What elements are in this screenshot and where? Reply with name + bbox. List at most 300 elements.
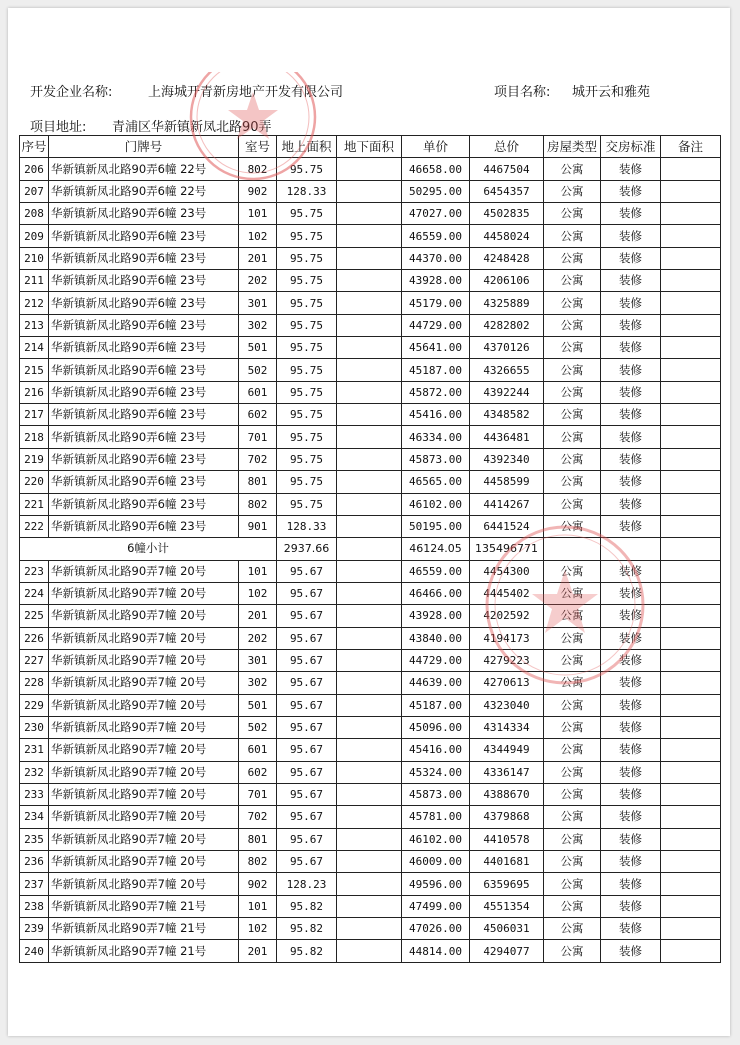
cell-door: 华新镇新凤北路90弄6幢 23号	[49, 203, 239, 225]
cell-remarks	[661, 247, 721, 269]
cell-room: 802	[239, 851, 277, 873]
table-row	[20, 918, 721, 940]
cell-unit-price: 45416.00	[402, 739, 470, 761]
cell-room: 602	[239, 761, 277, 783]
cell-remarks	[661, 761, 721, 783]
cell-unit-price: 43928.00	[402, 605, 470, 627]
cell-no: 217	[20, 404, 49, 426]
cell-no: 230	[20, 716, 49, 738]
cell-total-price: 4370126	[470, 337, 544, 359]
cell-door: 华新镇新凤北路90弄6幢 23号	[49, 426, 239, 448]
cell-no: 220	[20, 471, 49, 493]
cell-above-area: 95.67	[277, 560, 337, 582]
cell-total-price: 4502835	[470, 203, 544, 225]
cell-room: 102	[239, 225, 277, 247]
cell-remarks	[661, 493, 721, 515]
cell-remarks	[661, 404, 721, 426]
cell-room: 702	[239, 448, 277, 470]
cell-total-price: 4436481	[470, 426, 544, 448]
cell-door: 华新镇新凤北路90弄7幢 20号	[49, 649, 239, 671]
cell-total-price: 4388670	[470, 783, 544, 805]
cell-house-type: 公寓	[544, 672, 601, 694]
cell-below-area	[337, 627, 402, 649]
cell-below-area	[337, 806, 402, 828]
cell-room: 302	[239, 672, 277, 694]
cell-delivery-standard: 装修	[601, 225, 661, 247]
cell-above-area: 95.75	[277, 337, 337, 359]
cell-no: 207	[20, 180, 49, 202]
cell-remarks	[661, 672, 721, 694]
cell-house-type: 公寓	[544, 806, 601, 828]
cell-delivery-standard: 装修	[601, 381, 661, 403]
cell-unit-price: 49596.00	[402, 873, 470, 895]
cell-house-type: 公寓	[544, 247, 601, 269]
cell-no: 233	[20, 783, 49, 805]
cell-total-price: 4248428	[470, 247, 544, 269]
col-header-delivery-standard: 交房标准	[601, 136, 661, 158]
cell-above-area: 95.75	[277, 404, 337, 426]
table-header-row	[20, 136, 721, 158]
cell-house-type: 公寓	[544, 918, 601, 940]
cell-delivery-standard: 装修	[601, 582, 661, 604]
cell-unit-price: 45641.00	[402, 337, 470, 359]
cell-house-type: 公寓	[544, 381, 601, 403]
cell-remarks	[661, 806, 721, 828]
cell-house-type: 公寓	[544, 940, 601, 962]
cell-below-area	[337, 426, 402, 448]
table-row	[20, 404, 721, 426]
cell-door: 华新镇新凤北路90弄7幢 20号	[49, 783, 239, 805]
cell-remarks	[661, 627, 721, 649]
cell-room: 102	[239, 582, 277, 604]
cell-total-price: 4194173	[470, 627, 544, 649]
cell-below-area	[337, 337, 402, 359]
cell-above-area: 95.75	[277, 203, 337, 225]
address-value: 青浦区华新镇新凤北路90弄	[112, 120, 272, 135]
cell-unit-price: 46102.00	[402, 493, 470, 515]
cell-unit-price: 44729.00	[402, 649, 470, 671]
cell-no: 228	[20, 672, 49, 694]
cell-delivery-standard: 装修	[601, 471, 661, 493]
cell-below-area	[337, 493, 402, 515]
cell-house-type: 公寓	[544, 404, 601, 426]
cell-room: 901	[239, 515, 277, 537]
cell-no: 214	[20, 337, 49, 359]
cell-door: 华新镇新凤北路90弄7幢 20号	[49, 694, 239, 716]
cell-remarks	[661, 426, 721, 448]
cell-above-area: 95.67	[277, 627, 337, 649]
cell-above-area: 95.75	[277, 448, 337, 470]
cell-house-type: 公寓	[544, 716, 601, 738]
cell-above-area: 95.82	[277, 895, 337, 917]
cell-door: 华新镇新凤北路90弄7幢 20号	[49, 560, 239, 582]
cell-delivery-standard: 装修	[601, 828, 661, 850]
cell-delivery-standard: 装修	[601, 180, 661, 202]
cell-delivery-standard	[601, 538, 661, 560]
cell-room: 202	[239, 270, 277, 292]
cell-room: 101	[239, 560, 277, 582]
cell-total-price: 4348582	[470, 404, 544, 426]
cell-no: 215	[20, 359, 49, 381]
cell-room: 201	[239, 247, 277, 269]
cell-no: 236	[20, 851, 49, 873]
cell-no: 216	[20, 381, 49, 403]
cell-door: 华新镇新凤北路90弄6幢 23号	[49, 270, 239, 292]
cell-unit-price: 45416.00	[402, 404, 470, 426]
cell-unit-price: 46466.00	[402, 582, 470, 604]
cell-above-area: 95.67	[277, 806, 337, 828]
cell-room: 701	[239, 426, 277, 448]
cell-total-price: 4445402	[470, 582, 544, 604]
cell-house-type: 公寓	[544, 314, 601, 336]
cell-total-price: 4294077	[470, 940, 544, 962]
cell-above-area: 95.82	[277, 918, 337, 940]
cell-unit-price: 46559.00	[402, 225, 470, 247]
table-row	[20, 381, 721, 403]
cell-no: 210	[20, 247, 49, 269]
cell-no: 212	[20, 292, 49, 314]
cell-no: 218	[20, 426, 49, 448]
cell-delivery-standard: 装修	[601, 851, 661, 873]
cell-door: 华新镇新凤北路90弄7幢 20号	[49, 716, 239, 738]
cell-delivery-standard: 装修	[601, 918, 661, 940]
cell-door: 华新镇新凤北路90弄7幢 20号	[49, 627, 239, 649]
cell-below-area	[337, 605, 402, 627]
table-row	[20, 270, 721, 292]
cell-house-type: 公寓	[544, 292, 601, 314]
cell-below-area	[337, 895, 402, 917]
cell-remarks	[661, 471, 721, 493]
cell-no: 232	[20, 761, 49, 783]
cell-no: 222	[20, 515, 49, 537]
cell-no: 219	[20, 448, 49, 470]
cell-remarks	[661, 895, 721, 917]
cell-no: 208	[20, 203, 49, 225]
cell-delivery-standard: 装修	[601, 292, 661, 314]
table-row	[20, 627, 721, 649]
cell-no: 223	[20, 560, 49, 582]
cell-below-area	[337, 203, 402, 225]
cell-house-type: 公寓	[544, 448, 601, 470]
price-table	[19, 135, 721, 963]
cell-room: 801	[239, 828, 277, 850]
cell-remarks	[661, 515, 721, 537]
cell-below-area	[337, 828, 402, 850]
cell-no: 209	[20, 225, 49, 247]
table-row	[20, 515, 721, 537]
cell-above-area: 95.67	[277, 761, 337, 783]
cell-house-type: 公寓	[544, 515, 601, 537]
table-row	[20, 895, 721, 917]
cell-below-area	[337, 515, 402, 537]
table-row	[20, 783, 721, 805]
table-row	[20, 448, 721, 470]
cell-below-area	[337, 471, 402, 493]
cell-delivery-standard: 装修	[601, 739, 661, 761]
cell-unit-price: 45096.00	[402, 716, 470, 738]
cell-above-area: 95.67	[277, 694, 337, 716]
cell-no: 229	[20, 694, 49, 716]
cell-room: 902	[239, 873, 277, 895]
table-row	[20, 493, 721, 515]
table-body	[20, 158, 721, 962]
cell-room: 502	[239, 716, 277, 738]
cell-no: 221	[20, 493, 49, 515]
cell-room: 602	[239, 404, 277, 426]
cell-door: 华新镇新凤北路90弄7幢 20号	[49, 605, 239, 627]
cell-total-price: 4279223	[470, 649, 544, 671]
cell-room: 802	[239, 493, 277, 515]
cell-unit-price: 45873.00	[402, 783, 470, 805]
cell-room: 502	[239, 359, 277, 381]
cell-above-area: 95.75	[277, 247, 337, 269]
cell-total-price: 4379868	[470, 806, 544, 828]
cell-room: 101	[239, 895, 277, 917]
cell-total-price: 4325889	[470, 292, 544, 314]
cell-remarks	[661, 180, 721, 202]
cell-remarks	[661, 783, 721, 805]
cell-remarks	[661, 381, 721, 403]
cell-remarks	[661, 203, 721, 225]
cell-below-area	[337, 359, 402, 381]
col-header-remarks: 备注	[661, 136, 721, 158]
cell-door: 华新镇新凤北路90弄6幢 23号	[49, 493, 239, 515]
cell-total-price: 4410578	[470, 828, 544, 850]
cell-room: 802	[239, 158, 277, 180]
cell-below-area	[337, 180, 402, 202]
cell-delivery-standard: 装修	[601, 314, 661, 336]
cell-below-area	[337, 448, 402, 470]
cell-above-area: 95.67	[277, 605, 337, 627]
cell-unit-price: 45187.00	[402, 694, 470, 716]
table-row	[20, 203, 721, 225]
cell-unit-price: 47499.00	[402, 895, 470, 917]
cell-room: 601	[239, 381, 277, 403]
table-row	[20, 649, 721, 671]
cell-door: 华新镇新凤北路90弄6幢 23号	[49, 292, 239, 314]
cell-delivery-standard: 装修	[601, 627, 661, 649]
cell-no: 226	[20, 627, 49, 649]
cell-remarks	[661, 337, 721, 359]
col-header-above-area: 地上面积	[277, 136, 337, 158]
cell-door: 华新镇新凤北路90弄6幢 23号	[49, 448, 239, 470]
cell-total-price: 4206106	[470, 270, 544, 292]
cell-room: 201	[239, 940, 277, 962]
cell-remarks	[661, 940, 721, 962]
cell-below-area	[337, 783, 402, 805]
cell-door: 华新镇新凤北路90弄7幢 20号	[49, 873, 239, 895]
project-label: 项目名称:	[494, 85, 551, 100]
cell-above-area: 95.67	[277, 672, 337, 694]
cell-delivery-standard: 装修	[601, 203, 661, 225]
cell-house-type: 公寓	[544, 873, 601, 895]
cell-total-price: 6454357	[470, 180, 544, 202]
cell-unit-price: 46559.00	[402, 560, 470, 582]
cell-house-type: 公寓	[544, 627, 601, 649]
cell-room: 302	[239, 314, 277, 336]
cell-unit-price: 45872.00	[402, 381, 470, 403]
cell-total-price: 4454300	[470, 560, 544, 582]
cell-door: 华新镇新凤北路90弄7幢 20号	[49, 582, 239, 604]
cell-no: 211	[20, 270, 49, 292]
cell-remarks	[661, 716, 721, 738]
cell-below-area	[337, 582, 402, 604]
table-row	[20, 716, 721, 738]
cell-above-area: 128.33	[277, 180, 337, 202]
cell-below-area	[337, 538, 402, 560]
cell-above-area: 95.75	[277, 292, 337, 314]
cell-no: 213	[20, 314, 49, 336]
cell-total-price: 4392244	[470, 381, 544, 403]
cell-remarks	[661, 649, 721, 671]
table-row	[20, 471, 721, 493]
cell-above-area: 95.75	[277, 426, 337, 448]
cell-remarks	[661, 158, 721, 180]
cell-above-area: 2937.66	[277, 538, 337, 560]
cell-below-area	[337, 247, 402, 269]
cell-unit-price: 45187.00	[402, 359, 470, 381]
cell-unit-price: 46009.00	[402, 851, 470, 873]
cell-total-price: 6359695	[470, 873, 544, 895]
cell-total-price: 4392340	[470, 448, 544, 470]
cell-door: 华新镇新凤北路90弄6幢 22号	[49, 180, 239, 202]
table-row	[20, 292, 721, 314]
cell-house-type: 公寓	[544, 225, 601, 247]
cell-house-type: 公寓	[544, 493, 601, 515]
cell-room: 801	[239, 471, 277, 493]
cell-remarks	[661, 694, 721, 716]
table-row	[20, 582, 721, 604]
cell-above-area: 95.75	[277, 493, 337, 515]
cell-no: 240	[20, 940, 49, 962]
cell-below-area	[337, 851, 402, 873]
cell-total-price: 4551354	[470, 895, 544, 917]
cell-delivery-standard: 装修	[601, 448, 661, 470]
cell-delivery-standard: 装修	[601, 560, 661, 582]
cell-below-area	[337, 873, 402, 895]
cell-house-type: 公寓	[544, 739, 601, 761]
project-name: 城开云和雅苑	[572, 85, 651, 100]
cell-house-type: 公寓	[544, 158, 601, 180]
cell-no: 237	[20, 873, 49, 895]
cell-door: 华新镇新凤北路90弄6幢 23号	[49, 381, 239, 403]
table-row	[20, 225, 721, 247]
cell-house-type: 公寓	[544, 694, 601, 716]
cell-above-area: 95.75	[277, 381, 337, 403]
cell-remarks	[661, 851, 721, 873]
cell-remarks	[661, 828, 721, 850]
cell-delivery-standard: 装修	[601, 359, 661, 381]
cell-total-price: 4506031	[470, 918, 544, 940]
cell-no: 227	[20, 649, 49, 671]
cell-room: 301	[239, 292, 277, 314]
cell-remarks	[661, 582, 721, 604]
cell-door: 华新镇新凤北路90弄6幢 23号	[49, 314, 239, 336]
cell-house-type: 公寓	[544, 649, 601, 671]
cell-unit-price: 46102.00	[402, 828, 470, 850]
cell-remarks	[661, 270, 721, 292]
cell-room: 702	[239, 806, 277, 828]
cell-below-area	[337, 940, 402, 962]
cell-below-area	[337, 381, 402, 403]
cell-door: 华新镇新凤北路90弄7幢 20号	[49, 739, 239, 761]
cell-door: 华新镇新凤北路90弄6幢 23号	[49, 471, 239, 493]
cell-remarks	[661, 605, 721, 627]
cell-above-area: 95.75	[277, 471, 337, 493]
col-header-room: 室号	[239, 136, 277, 158]
cell-total-price: 4467504	[470, 158, 544, 180]
cell-unit-price: 46565.00	[402, 471, 470, 493]
cell-house-type: 公寓	[544, 359, 601, 381]
cell-delivery-standard: 装修	[601, 404, 661, 426]
cell-below-area	[337, 918, 402, 940]
cell-remarks	[661, 448, 721, 470]
cell-above-area: 95.82	[277, 940, 337, 962]
cell-above-area: 95.75	[277, 158, 337, 180]
cell-house-type: 公寓	[544, 761, 601, 783]
cell-door: 华新镇新凤北路90弄6幢 23号	[49, 247, 239, 269]
cell-remarks	[661, 359, 721, 381]
cell-above-area: 95.75	[277, 225, 337, 247]
cell-no: 206	[20, 158, 49, 180]
cell-remarks	[661, 225, 721, 247]
address-label: 项目地址:	[30, 120, 87, 135]
cell-door: 华新镇新凤北路90弄7幢 20号	[49, 806, 239, 828]
cell-no: 231	[20, 739, 49, 761]
cell-delivery-standard: 装修	[601, 426, 661, 448]
cell-unit-price: 43928.00	[402, 270, 470, 292]
cell-above-area: 95.67	[277, 739, 337, 761]
cell-above-area: 95.75	[277, 270, 337, 292]
cell-total-price: 4344949	[470, 739, 544, 761]
col-header-door: 门牌号	[49, 136, 239, 158]
table-row	[20, 247, 721, 269]
cell-room: 102	[239, 918, 277, 940]
developer-name: 上海城开青新房地产开发有限公司	[148, 85, 344, 100]
cell-house-type: 公寓	[544, 851, 601, 873]
cell-delivery-standard: 装修	[601, 649, 661, 671]
cell-unit-price: 45781.00	[402, 806, 470, 828]
cell-unit-price: 45179.00	[402, 292, 470, 314]
cell-house-type: 公寓	[544, 270, 601, 292]
cell-house-type: 公寓	[544, 828, 601, 850]
cell-unit-price: 47026.00	[402, 918, 470, 940]
cell-delivery-standard: 装修	[601, 873, 661, 895]
col-header-unit-price: 单价	[402, 136, 470, 158]
cell-below-area	[337, 270, 402, 292]
cell-room: 601	[239, 739, 277, 761]
table-row	[20, 873, 721, 895]
cell-no: 235	[20, 828, 49, 850]
cell-unit-price: 45873.00	[402, 448, 470, 470]
table-row	[20, 158, 721, 180]
cell-room: 501	[239, 337, 277, 359]
cell-room: 202	[239, 627, 277, 649]
table-row	[20, 180, 721, 202]
cell-door: 华新镇新凤北路90弄6幢 23号	[49, 515, 239, 537]
table-row	[20, 761, 721, 783]
cell-unit-price: 45324.00	[402, 761, 470, 783]
cell-room: 201	[239, 605, 277, 627]
cell-unit-price: 50295.00	[402, 180, 470, 202]
cell-door: 华新镇新凤北路90弄7幢 21号	[49, 895, 239, 917]
cell-total-price: 4458599	[470, 471, 544, 493]
cell-delivery-standard: 装修	[601, 158, 661, 180]
cell-delivery-standard: 装修	[601, 716, 661, 738]
cell-remarks	[661, 873, 721, 895]
cell-house-type: 公寓	[544, 471, 601, 493]
cell-delivery-standard: 装修	[601, 337, 661, 359]
